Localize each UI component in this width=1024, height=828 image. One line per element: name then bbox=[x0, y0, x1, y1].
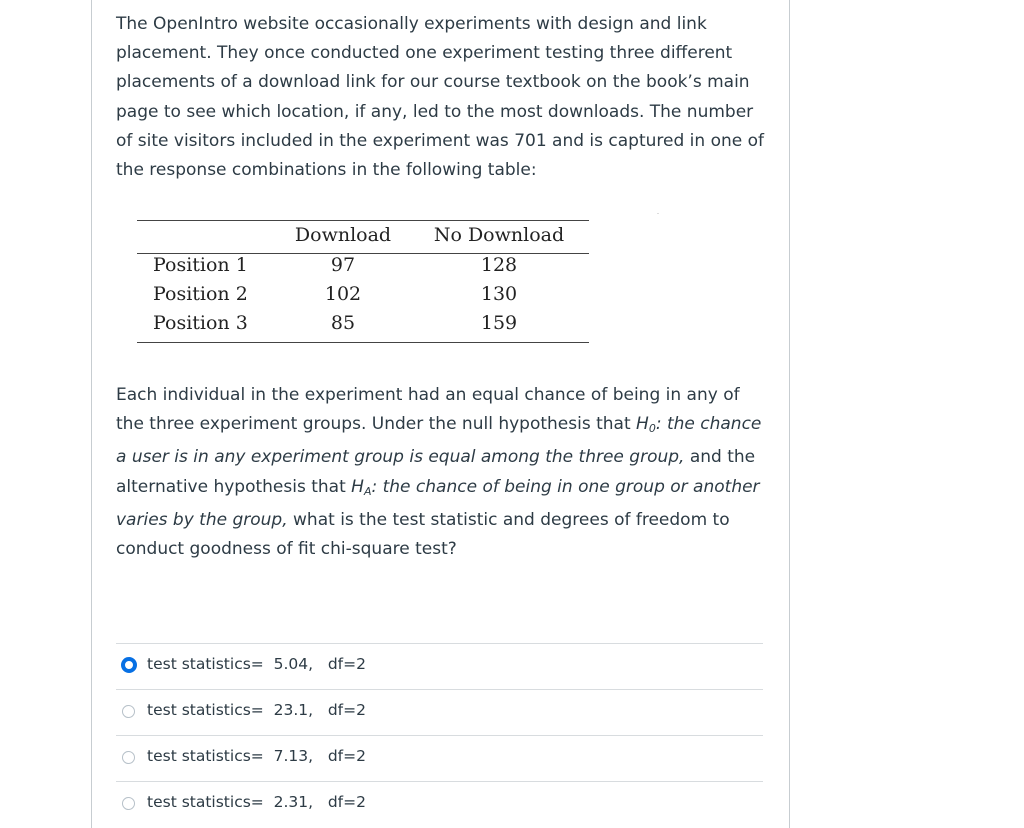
table-row-label: Position 3 bbox=[153, 312, 248, 334]
table-cell-no-download: 128 bbox=[480, 254, 518, 276]
table-row-label: Position 2 bbox=[153, 283, 248, 305]
body-text-c: what is the test statistic and degrees of freedom to conduct goodness of fit chi-square test? bbox=[116, 509, 730, 560]
answer-label[interactable]: test statistics= 5.04, df=2 bbox=[147, 655, 366, 673]
table-cell-no-download: 159 bbox=[480, 312, 518, 334]
answer-option[interactable] bbox=[116, 735, 763, 781]
table-row-label: Position 1 bbox=[153, 254, 248, 276]
table-cell-download: 97 bbox=[330, 254, 356, 276]
radio-button[interactable] bbox=[122, 705, 135, 718]
answer-option[interactable] bbox=[116, 689, 763, 735]
decorative-dot bbox=[657, 213, 659, 214]
alt-hypothesis: $H_A$: the chance of being in one group or another varies by the group, bbox=[116, 476, 760, 530]
table-cell-download: 102 bbox=[324, 283, 362, 305]
answer-label[interactable]: test statistics= 2.31, df=2 bbox=[147, 793, 366, 811]
answer-label[interactable]: test statistics= 7.13, df=2 bbox=[147, 747, 366, 765]
table-top-rule bbox=[137, 220, 589, 221]
table-header-download: Download bbox=[294, 224, 392, 246]
table-header-no-download: No Download bbox=[433, 224, 565, 246]
answer-label[interactable]: test statistics= 23.1, df=2 bbox=[147, 701, 366, 719]
answer-option[interactable] bbox=[116, 643, 763, 689]
table-bottom-rule bbox=[137, 342, 589, 343]
answer-list bbox=[116, 643, 763, 827]
radio-button-selected[interactable] bbox=[121, 657, 137, 673]
radio-button[interactable] bbox=[122, 751, 135, 764]
answer-option[interactable] bbox=[116, 781, 763, 827]
question-body bbox=[116, 381, 766, 564]
table-cell-download: 85 bbox=[330, 312, 356, 334]
null-hypothesis: $H_0$: the chance a user is in any experiment group is equal among the three group, bbox=[116, 414, 762, 468]
body-text-b: and the alternative hypothesis that bbox=[116, 447, 756, 497]
body-text-a: Each individual in the experiment had an equal chance of being in any of the three experiment groups. Under the null hypothesis that bbox=[116, 385, 740, 435]
question-intro: The OpenIntro website occasionally experiments with design and link placement. They once conducted one experiment testing three different placements of a download link for our course textbook on the book’s main page to see which location, if any, led to the most downloads. The number of site visitors included in the experiment was 701 and is captured in one of the response combinations in the following table: bbox=[116, 14, 765, 181]
table-cell-no-download: 130 bbox=[480, 283, 518, 305]
radio-button[interactable] bbox=[122, 797, 135, 810]
